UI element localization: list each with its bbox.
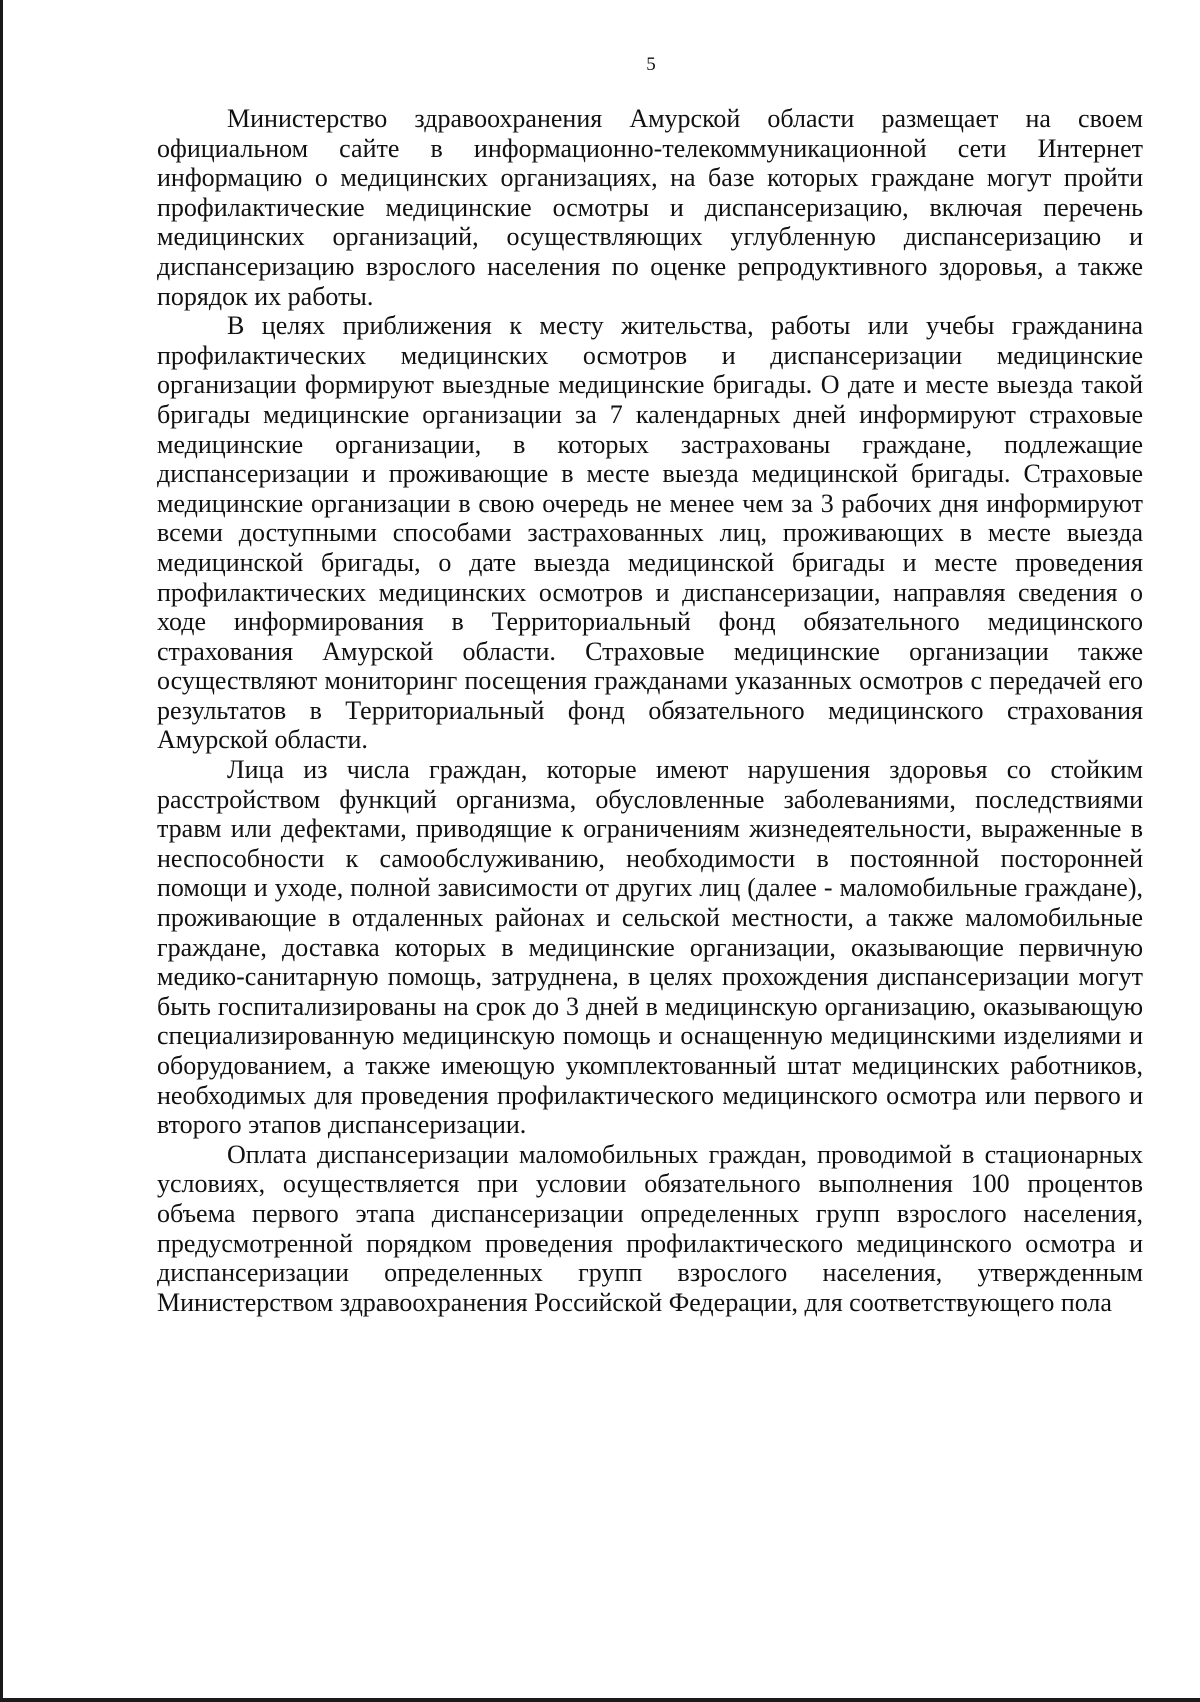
paragraph-2: В целях приближения к месту жительства, работы или учебы гражданина профилактических медицинских осмотров и диспансеризации медицинские организации формируют выездные медицинские бригады. О дате и месте выезда такой бригады медицинские организации за 7 календарных дней информируют страховые медицинские организации, в которых застрахованы граждане, подлежащие диспансеризации и проживающие в месте выезда медицинской бригады. Страховые медицинские организации в свою очередь не менее чем за 3 рабочих дня информируют всеми доступными способами застрахованных лиц, проживающих в месте выезда медицинской бригады, о дате выезда медицинской бригады и месте проведения профилактических медицинских осмотров и диспансеризации, направляя сведения о ходе информирования в Территориальный фонд обязательного медицинского страхования Амурской области. Страховые медицинские организации также осуществляют мониторинг посещения гражданами указанных осмотров с передачей его результатов в Территориальный фонд обязательного медицинского страхования Амурской области.: [157, 311, 1143, 755]
paragraph-3: Лица из числа граждан, которые имеют нарушения здоровья со стойким расстройством функций организма, обусловленные заболеваниями, последствиями травм или дефектами, приводящие к ограничениям жизнедеятельности, выраженные в неспособности к самообслуживанию, необходимости в постоянной посторонней помощи и уходе, полной зависимости от других лиц (далее - маломобильные граждане), проживающие в отдаленных районах и сельской местности, а также маломобильные граждане, доставка которых в медицинские организации, оказывающие первичную медико-санитарную помощь, затруднена, в целях прохождения диспансеризации могут быть госпитализированы на срок до 3 дней в медицинскую организацию, оказывающую специализированную медицинскую помощь и оснащенную медицинскими изделиями и оборудованием, а также имеющую укомплектованный штат медицинских работников, необходимых для проведения профилактического медицинского осмотра или первого и второго этапов диспансеризации.: [157, 755, 1143, 1140]
scan-bottom-edge: [0, 1698, 1200, 1702]
document-body: [157, 104, 1143, 1317]
scan-left-edge: [0, 0, 3, 1702]
paragraph-4: Оплата диспансеризации маломобильных граждан, проводимой в стационарных условиях, осуществляется при условии обязательного выполнения 100 процентов объема первого этапа диспансеризации определенных групп взрослого населения, предусмотренной порядком проведения профилактического медицинского осмотра и диспансеризации определенных групп взрослого населения, утвержденным Министерством здравоохранения Российской Федерации, для соответствующего пола: [157, 1139, 1143, 1317]
paragraph-1: Министерство здравоохранения Амурской области размещает на своем официальном сайте в информационно-телекоммуникационной сети Интернет информацию о медицинских организациях, на базе которых граждане могут пройти профилактические медицинские осмотры и диспансеризацию, включая перечень медицинских организаций, осуществляющих углубленную диспансеризацию и диспансеризацию взрослого населения по оценке репродуктивного здоровья, а также порядок их работы.: [157, 104, 1143, 311]
page-number: 5: [646, 54, 656, 75]
